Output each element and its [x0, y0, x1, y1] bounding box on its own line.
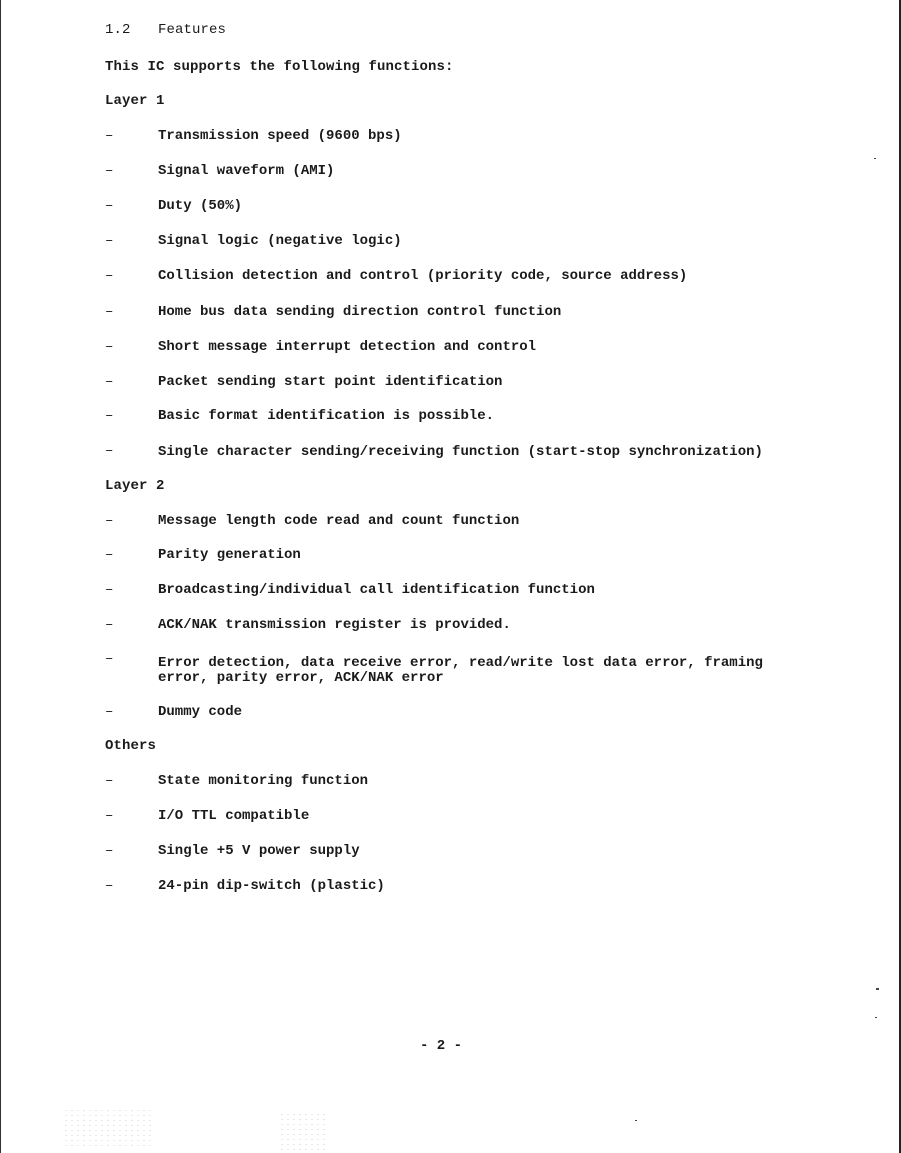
list-item-text: Packet sending start point identification [158, 374, 503, 390]
bullet: – [105, 128, 114, 144]
list-item-text: Home bus data sending direction control function [158, 304, 562, 320]
list-item-text: Duty (50%) [158, 198, 243, 214]
scan-smudge [279, 1112, 329, 1152]
list-item-text: Error detection, data receive error, read/write lost data error, framing error, parity error, ACK/NAK error [158, 655, 763, 686]
bullet: – [105, 339, 114, 355]
bullet: – [105, 651, 114, 667]
page-number: - 2 - [419, 1038, 462, 1054]
scan-speck [876, 988, 879, 990]
bullet: – [105, 513, 114, 529]
scan-speck [875, 1017, 877, 1018]
list-item-text: Basic format identification is possible. [158, 408, 495, 424]
list-item-text: Short message interrupt detection and control [158, 339, 537, 355]
section-number: 1.2 [105, 22, 131, 38]
bullet: – [105, 878, 114, 894]
list-item-text: Single +5 V power supply [158, 843, 360, 859]
bullet: – [105, 443, 114, 459]
list-item-text: 24-pin dip-switch (plastic) [158, 878, 385, 894]
bullet: – [105, 617, 114, 633]
list-item-text: Dummy code [158, 704, 243, 720]
scan-speck [635, 1120, 637, 1121]
list-item-text: Signal waveform (AMI) [158, 163, 335, 179]
list-item-text: State monitoring function [158, 773, 369, 789]
list-item-text: Single character sending/receiving function (start-stop synchronization) [158, 444, 763, 460]
group-heading-layer-2: Layer 2 [105, 478, 165, 494]
scan-speck [874, 158, 876, 159]
list-item-text: ACK/NAK transmission register is provided. [158, 617, 511, 633]
bullet: – [105, 808, 114, 824]
list-item-text: Signal logic (negative logic) [158, 233, 402, 249]
bullet: – [105, 773, 114, 789]
group-heading-layer-1: Layer 1 [105, 93, 165, 109]
bullet: – [105, 198, 114, 214]
bullet: – [105, 304, 114, 320]
bullet: – [105, 704, 114, 720]
section-title: Features [158, 22, 227, 38]
list-item-text: Transmission speed (9600 bps) [158, 128, 402, 144]
group-heading-others: Others [105, 738, 157, 754]
bullet: – [105, 268, 114, 284]
intro-text: This IC supports the following functions: [105, 59, 454, 75]
list-item-text: Parity generation [158, 547, 301, 563]
list-item-text: I/O TTL compatible [158, 808, 310, 824]
bullet: – [105, 163, 114, 179]
bullet: – [105, 374, 114, 390]
bullet: – [105, 582, 114, 598]
bullet: – [105, 408, 114, 424]
list-item-text: Message length code read and count function [158, 513, 520, 529]
scan-smudge [63, 1108, 153, 1148]
bullet: – [105, 843, 114, 859]
bullet: – [105, 547, 114, 563]
list-item-text: Collision detection and control (priority code, source address) [158, 268, 688, 284]
bullet: – [105, 233, 114, 249]
list-item-text: Broadcasting/individual call identification function [158, 582, 595, 598]
